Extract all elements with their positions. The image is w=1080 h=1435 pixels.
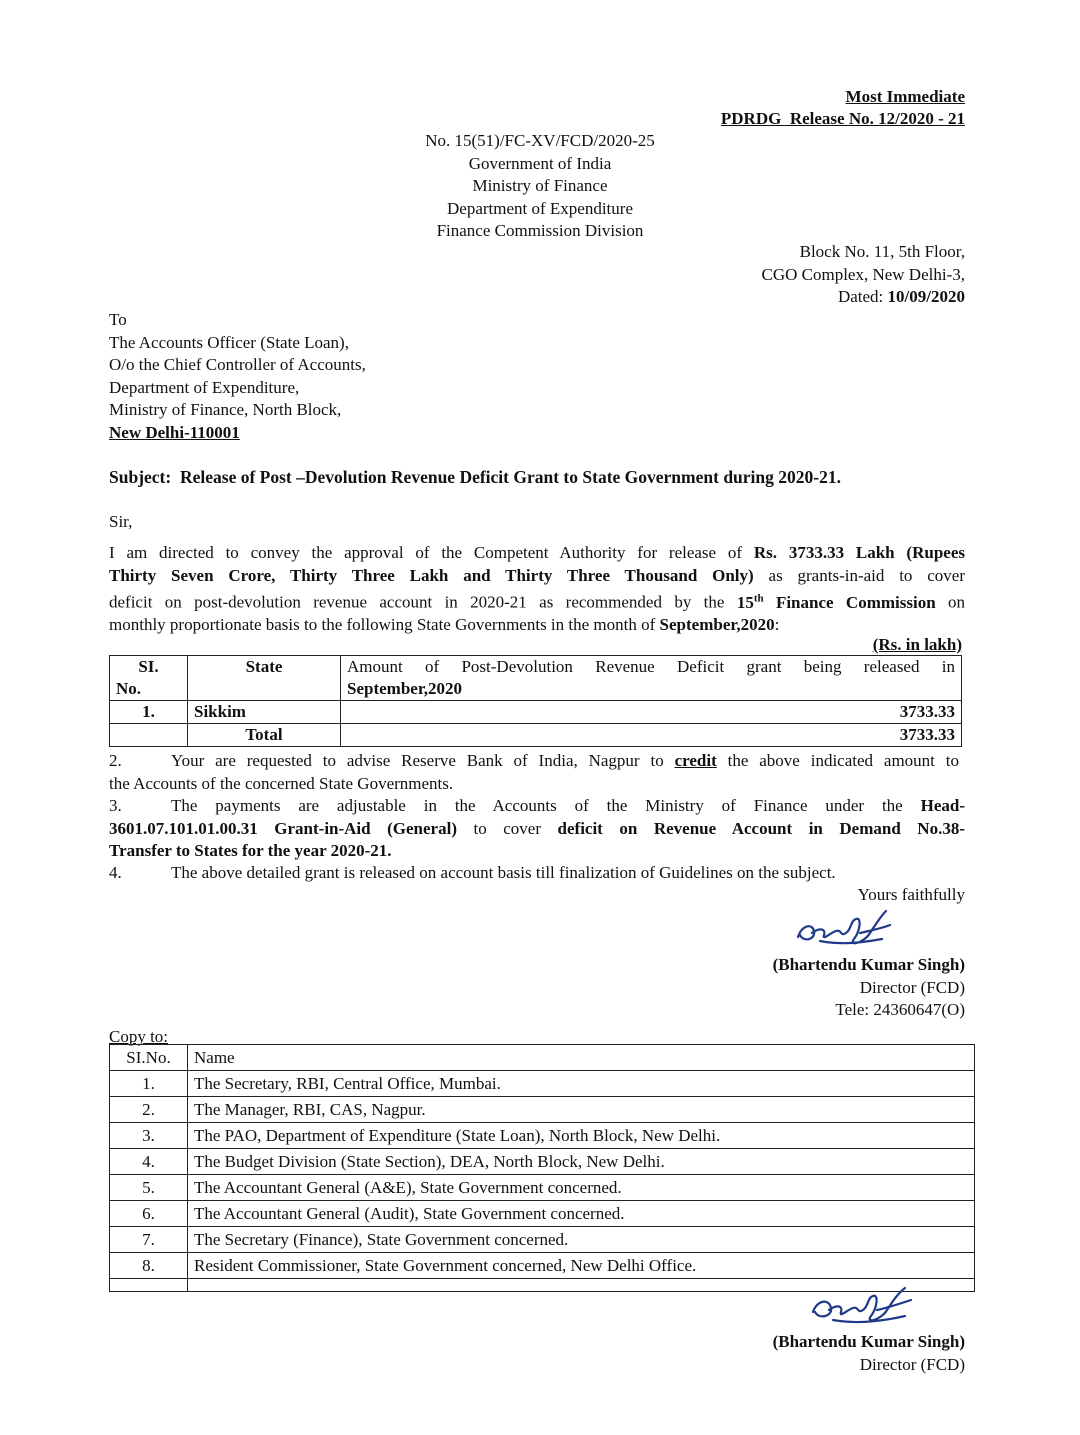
copy-header-row xyxy=(110,1045,975,1071)
table-row: 1. The Secretary, RBI, Central Office, Mumbai. xyxy=(110,1071,975,1097)
date-value: 10/09/2020 xyxy=(887,287,965,306)
org-line: Finance Commission Division xyxy=(436,221,644,240)
table-row: 6. The Accountant General (Audit), State Government concerned. xyxy=(110,1201,975,1227)
table-row: 4. The Budget Division (State Section), DEA, North Block, New Delhi. xyxy=(110,1149,975,1175)
recipient-line: Department of Expenditure, xyxy=(109,377,300,397)
credit-word: credit xyxy=(674,751,717,770)
office-address xyxy=(761,241,965,309)
table-row: 5. The Accountant General (A&E), State Government concerned. xyxy=(110,1175,975,1201)
org-line: Ministry of Finance xyxy=(472,176,608,195)
paragraph-4: 4. The above detailed grant is released on account basis till finalization of Guidelines on the subject. xyxy=(109,863,836,882)
table-row: 8. Resident Commissioner, State Government concerned, New Delhi Office. xyxy=(110,1253,975,1279)
signatory-designation: Director (FCD) xyxy=(859,977,965,997)
org-block xyxy=(380,130,700,243)
signatory-1 xyxy=(773,954,965,1022)
recipient-line: Ministry of Finance, North Block, xyxy=(109,400,342,419)
signatory-name: (Bhartendu Kumar Singh) xyxy=(772,1332,965,1351)
signature-2 xyxy=(805,1282,920,1332)
header-amount: Amount of Post-Devolution Revenue Deficit grant being released in September,2020 xyxy=(341,656,962,701)
copy-header-name: Name xyxy=(188,1045,975,1071)
signatory-2 xyxy=(773,1331,965,1376)
row-sl: 1. xyxy=(110,701,188,724)
date-line: Dated: 10/09/2020 xyxy=(837,287,965,306)
priority-label: Most Immediate xyxy=(845,87,965,106)
release-number: PDRDG Release No. 12/2020 - 21 xyxy=(720,109,965,128)
salutation: Sir, xyxy=(109,512,133,531)
org-line: Department of Expenditure xyxy=(447,198,633,218)
budget-head: 3601.07.101.01.00.31 Grant-in-Aid (General) xyxy=(109,818,457,838)
to-label: To xyxy=(109,310,127,329)
signature-1 xyxy=(790,903,900,953)
release-month: September,2020 xyxy=(659,615,775,635)
signatory-name: (Bhartendu Kumar Singh) xyxy=(772,955,965,974)
paragraph-1: I am directed to convey the approval of the Competent Authority for release of Rs. 3733.33 Lakh (Rupees Thirty Seven Crore, Thirty Three Lakh and Thirty Three Thousand Only) as grants-in-aid to cover deficit on post-devolution revenue account in 2020-21 as recommended by the 15th Finance Commission on monthly proportionate basis to the following State Governments in the month of September,2020: xyxy=(109,543,966,635)
table-total-row xyxy=(110,724,962,747)
table-row: 3. The PAO, Department of Expenditure (State Loan), North Block, New Delhi. xyxy=(110,1123,975,1149)
file-number: No. 15(51)/FC-XV/FCD/2020-25 xyxy=(425,131,655,150)
finance-commission: 15th Finance Commission xyxy=(736,592,936,612)
subject-label: Subject: xyxy=(109,467,172,487)
address-line: Block No. 11, 5th Floor, xyxy=(799,242,965,261)
signatory-designation: Director (FCD) xyxy=(859,1354,965,1374)
total-label: Total xyxy=(188,724,341,747)
amount-figure: Rs. 3733.33 Lakh (Rupees xyxy=(753,543,965,562)
table-row xyxy=(110,701,962,724)
table-row: 7. The Secretary (Finance), State Government concerned. xyxy=(110,1227,975,1253)
row-amount: 3733.33 xyxy=(341,701,962,724)
copy-header-sl: SI.No. xyxy=(110,1045,188,1071)
grant-table xyxy=(109,655,962,747)
total-value: 3733.33 xyxy=(341,724,962,747)
recipient-line: O/o the Chief Controller of Accounts, xyxy=(109,355,366,374)
copy-to-label: Copy to: xyxy=(109,1027,169,1046)
org-line: Government of India xyxy=(468,153,612,173)
signatory-tele: Tele: 24360647(O) xyxy=(835,1000,965,1019)
closing: Yours faithfully xyxy=(857,885,965,904)
recipient-line: The Accounts Officer (State Loan), xyxy=(109,332,349,352)
header-state: State xyxy=(188,656,341,701)
copy-to-table xyxy=(109,1044,975,1292)
header-sl: SI. No. xyxy=(110,656,188,701)
table-header-row xyxy=(110,656,962,701)
row-state: Sikkim xyxy=(188,701,341,724)
subject-text: Release of Post –Devolution Revenue Deficit Grant to State Government during 2020-21. xyxy=(179,467,841,487)
unit-label: (Rs. in lakh) xyxy=(872,635,962,654)
recipient-block xyxy=(109,309,366,444)
recipient-city: New Delhi-110001 xyxy=(109,422,240,442)
table-row: 2. The Manager, RBI, CAS, Nagpur. xyxy=(110,1097,975,1123)
amount-words: Thirty Seven Crore, Thirty Three Lakh and Thirty Three Thousand Only) xyxy=(109,565,754,585)
subject-line xyxy=(109,466,841,488)
paragraph-3: 3. The payments are adjustable in the Accounts of the Ministry of Finance under the Head- 3601.07.101.01.00.31 Grant-in-Aid (General) to cover deficit on Revenue Account in Demand No.38- Transfer to States for the year 2020-21. xyxy=(109,796,965,860)
address-line: CGO Complex, New Delhi-3, xyxy=(761,264,965,284)
paragraph-2: 2. Your are requested to advise Reserve Bank of India, Nagpur to credit the above indicated amount to the Accounts of the concerned State Governments. xyxy=(109,751,959,793)
